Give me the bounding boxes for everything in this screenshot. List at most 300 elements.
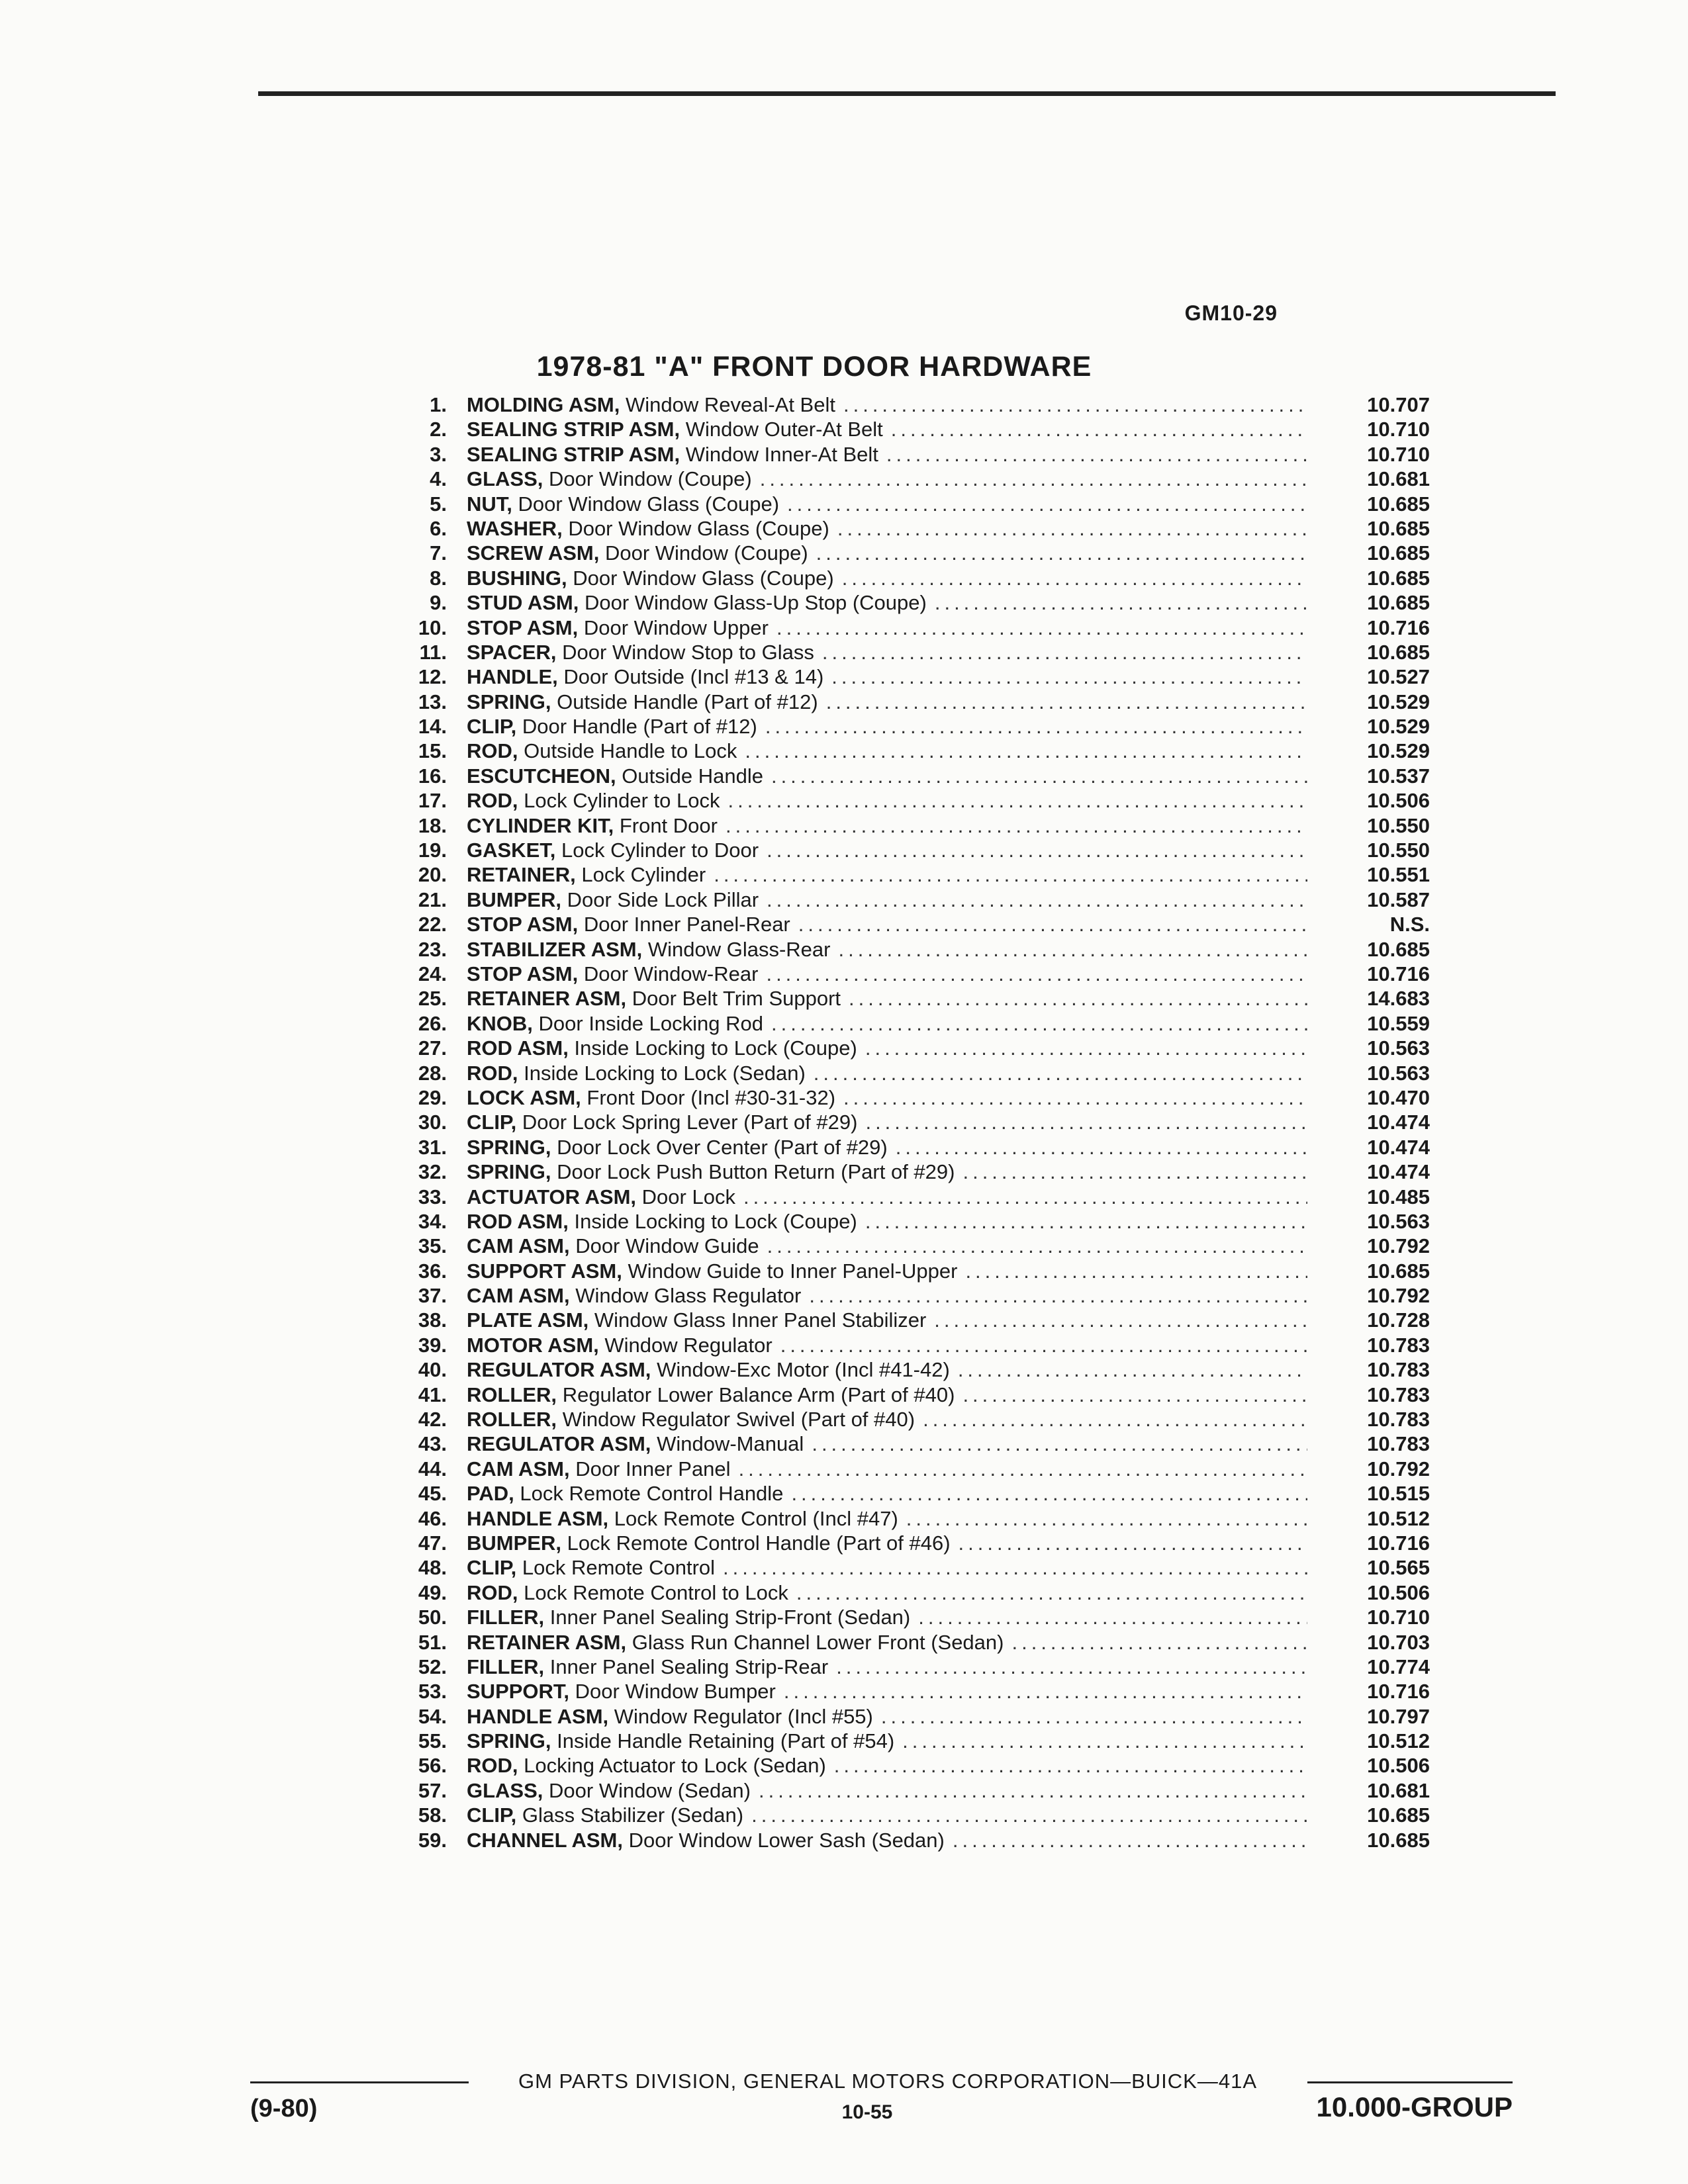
part-detail: Outside Handle	[622, 764, 763, 788]
part-name: BUMPER,	[467, 887, 561, 911]
part-detail: Window Guide to Inner Panel-Upper	[628, 1259, 958, 1283]
part-description	[447, 467, 1307, 491]
part-number: 23.	[418, 937, 447, 961]
part-detail: Door Window Glass (Coupe)	[568, 516, 829, 540]
group-number: 10.529	[1367, 739, 1430, 763]
part-description	[447, 1085, 1307, 1110]
part-number: 29.	[418, 1085, 447, 1109]
leader-dots	[790, 912, 1307, 936]
part-detail: Regulator Lower Balance Arm (Part of #40)	[562, 1383, 955, 1406]
leader-dots	[718, 813, 1307, 838]
part-name: ROD ASM,	[467, 1036, 569, 1060]
leader-dots	[834, 566, 1307, 590]
leader-dots	[763, 764, 1307, 788]
group-number: 10.537	[1367, 764, 1430, 788]
part-row	[397, 1481, 1430, 1506]
part-description	[447, 1457, 1307, 1481]
group-number: 10.716	[1367, 962, 1430, 985]
part-detail: Window Glass-Rear	[647, 937, 831, 961]
leader-dots	[757, 714, 1307, 739]
part-description	[447, 1209, 1307, 1234]
group-number: 10.681	[1367, 1778, 1430, 1802]
part-description	[447, 392, 1307, 417]
leader-dots	[888, 1135, 1307, 1160]
part-row	[397, 1704, 1430, 1729]
part-detail: Inner Panel Sealing Strip-Rear	[549, 1655, 829, 1678]
part-number: 17.	[418, 789, 447, 813]
part-number: 5.	[430, 492, 447, 516]
part-description	[447, 714, 1307, 739]
part-row	[397, 1259, 1430, 1283]
leader-dots	[857, 1209, 1307, 1234]
part-name: STOP ASM,	[467, 913, 579, 936]
part-name: ROLLER,	[467, 1408, 557, 1432]
group-number: 10.681	[1367, 467, 1430, 491]
part-row	[397, 1185, 1430, 1209]
leader-dots	[830, 937, 1307, 962]
part-row	[397, 1605, 1430, 1629]
part-number: 45.	[418, 1482, 447, 1506]
part-name: ROD,	[467, 789, 518, 813]
group-number: 10.527	[1367, 665, 1430, 689]
leader-dots	[841, 986, 1307, 1011]
group-number: 10.703	[1367, 1630, 1430, 1654]
part-name: SPRING,	[467, 1729, 551, 1753]
group-number: 10.550	[1367, 813, 1430, 837]
part-name: CLIP,	[467, 1111, 517, 1134]
part-name: ESCUTCHEON,	[467, 764, 616, 788]
part-name: STABILIZER ASM,	[467, 937, 643, 961]
part-name: CAM ASM,	[467, 1234, 570, 1258]
part-name: SUPPORT,	[467, 1680, 570, 1704]
group-number: 10.559	[1367, 1011, 1430, 1035]
leader-dots	[814, 640, 1307, 664]
leader-dots	[915, 1407, 1307, 1432]
part-name: MOTOR ASM,	[467, 1333, 599, 1357]
part-detail: Door Window Glass (Coupe)	[518, 492, 780, 516]
part-number: 42.	[418, 1408, 447, 1432]
part-number: 41.	[418, 1383, 447, 1406]
leader-dots	[910, 1605, 1307, 1629]
part-description	[447, 516, 1307, 541]
group-number: 14.683	[1367, 987, 1430, 1011]
group-number: 10.710	[1367, 442, 1430, 466]
part-row	[397, 813, 1430, 838]
group-number: 10.512	[1367, 1729, 1430, 1753]
part-detail: Door Window (Coupe)	[604, 541, 808, 565]
group-number: 10.716	[1367, 1680, 1430, 1704]
part-name: NUT,	[467, 492, 512, 516]
part-row	[397, 1778, 1430, 1803]
leader-dots	[706, 862, 1307, 887]
footer-date: (9-80)	[250, 2095, 318, 2122]
part-detail: Door Inner Panel-Rear	[583, 913, 790, 936]
group-number: 10.685	[1367, 516, 1430, 540]
group-number: 10.728	[1367, 1308, 1430, 1332]
part-number: 12.	[418, 665, 447, 689]
part-detail: Door Outside (Incl #13 & 14)	[563, 665, 824, 689]
part-name: SUPPORT ASM,	[467, 1259, 622, 1283]
part-number: 8.	[430, 566, 447, 590]
part-detail: Window-Exc Motor (Incl #41-42)	[657, 1358, 950, 1382]
part-description	[447, 962, 1307, 986]
leader-dots	[829, 516, 1307, 541]
part-number: 6.	[430, 516, 447, 540]
part-number: 56.	[418, 1754, 447, 1778]
part-row	[397, 1036, 1430, 1060]
leader-dots	[951, 1531, 1307, 1555]
part-number: 38.	[418, 1308, 447, 1332]
part-number: 22.	[418, 913, 447, 936]
part-name: GASKET,	[467, 839, 556, 862]
part-name: FILLER,	[467, 1655, 545, 1678]
part-name: ROD ASM,	[467, 1209, 569, 1233]
part-description	[447, 615, 1307, 640]
part-detail: Door Lock Spring Lever (Part of #29)	[522, 1111, 858, 1134]
part-description	[447, 1778, 1307, 1803]
part-number: 31.	[418, 1135, 447, 1159]
part-name: BUMPER,	[467, 1531, 561, 1555]
part-name: CLIP,	[467, 715, 517, 739]
leader-dots	[957, 1259, 1307, 1283]
part-description	[447, 1333, 1307, 1357]
group-number: 10.565	[1367, 1556, 1430, 1580]
part-number: 46.	[418, 1506, 447, 1530]
group-number: 10.710	[1367, 1606, 1430, 1629]
part-name: REGULATOR ASM,	[467, 1358, 651, 1382]
part-row	[397, 1803, 1430, 1827]
part-detail: Door Lock	[641, 1185, 735, 1208]
part-row	[397, 516, 1430, 541]
leader-dots	[763, 1011, 1307, 1036]
group-number: 10.792	[1367, 1284, 1430, 1308]
leader-dots	[801, 1283, 1307, 1308]
group-number: 10.685	[1367, 541, 1430, 565]
leader-dots	[878, 442, 1307, 467]
part-number: 37.	[418, 1284, 447, 1308]
part-number: 7.	[430, 541, 447, 565]
part-detail: Window Regulator	[604, 1333, 773, 1357]
part-number: 34.	[418, 1209, 447, 1233]
part-name: CHANNEL ASM,	[467, 1828, 623, 1852]
part-name: SPACER,	[467, 640, 557, 664]
part-detail: Window Outer-At Belt	[685, 418, 883, 441]
part-row	[397, 1729, 1430, 1753]
part-detail: Lock Remote Control to Lock	[524, 1580, 788, 1604]
leader-dots	[927, 590, 1307, 615]
part-name: LOCK ASM,	[467, 1085, 581, 1109]
leader-dots	[898, 1506, 1307, 1531]
group-number: 10.474	[1367, 1111, 1430, 1134]
part-description	[447, 1407, 1307, 1432]
group-number: 10.563	[1367, 1061, 1430, 1085]
leader-dots	[731, 1457, 1307, 1481]
group-number: N.S.	[1389, 913, 1430, 936]
part-row	[397, 912, 1430, 936]
part-number: 53.	[418, 1680, 447, 1704]
part-name: SCREW ASM,	[467, 541, 600, 565]
part-row	[397, 1630, 1430, 1655]
leader-dots	[776, 1679, 1307, 1704]
part-detail: Door Inner Panel	[575, 1457, 731, 1480]
part-number: 10.	[418, 615, 447, 639]
part-name: STOP ASM,	[467, 615, 579, 639]
top-rule	[258, 91, 1556, 96]
part-number: 39.	[418, 1333, 447, 1357]
leader-dots	[737, 739, 1307, 763]
part-name: CAM ASM,	[467, 1284, 570, 1308]
part-number: 11.	[419, 640, 447, 664]
leader-dots	[955, 1383, 1307, 1407]
part-number: 2.	[430, 418, 447, 441]
part-name: KNOB,	[467, 1011, 533, 1035]
part-description	[447, 1753, 1307, 1778]
leader-dots	[857, 1036, 1307, 1060]
leader-dots	[818, 690, 1307, 714]
part-row	[397, 1011, 1430, 1036]
part-row	[397, 1234, 1430, 1258]
part-description	[447, 1259, 1307, 1283]
part-name: STOP ASM,	[467, 962, 579, 985]
part-row	[397, 467, 1430, 491]
part-name: HANDLE,	[467, 665, 558, 689]
part-row	[397, 714, 1430, 739]
part-detail: Door Window Bumper	[575, 1680, 776, 1704]
part-detail: Glass Run Channel Lower Front (Sedan)	[632, 1630, 1004, 1654]
part-row	[397, 1135, 1430, 1160]
part-row	[397, 862, 1430, 887]
group-number: 10.563	[1367, 1209, 1430, 1233]
footer-page-number: 10-55	[841, 2101, 893, 2123]
part-detail: Lock Cylinder to Lock	[524, 789, 720, 813]
part-detail: Window Reveal-At Belt	[625, 393, 835, 416]
group-number: 10.783	[1367, 1358, 1430, 1382]
part-number: 4.	[430, 467, 447, 491]
leader-dots	[735, 1185, 1307, 1209]
part-description	[447, 1506, 1307, 1531]
group-number: 10.529	[1367, 690, 1430, 713]
part-name: ROD,	[467, 1754, 518, 1778]
part-description	[447, 1555, 1307, 1580]
part-detail: Door Window Lower Sash (Sedan)	[628, 1828, 945, 1852]
group-number: 10.783	[1367, 1383, 1430, 1406]
group-number: 10.529	[1367, 715, 1430, 739]
group-number: 10.792	[1367, 1457, 1430, 1480]
part-name: CAM ASM,	[467, 1457, 570, 1480]
part-name: ROD,	[467, 1061, 518, 1085]
part-name: FILLER,	[467, 1606, 545, 1629]
part-description	[447, 1580, 1307, 1605]
part-description	[447, 764, 1307, 788]
part-row	[397, 690, 1430, 714]
part-name: STUD ASM,	[467, 591, 579, 615]
part-row	[397, 1308, 1430, 1332]
leader-dots	[806, 1061, 1307, 1085]
part-detail: Door Window (Sedan)	[549, 1778, 751, 1802]
part-description	[447, 1531, 1307, 1555]
part-number: 32.	[418, 1160, 447, 1184]
part-row	[397, 1209, 1430, 1234]
footer-rule-left	[250, 2081, 469, 2083]
part-row	[397, 1531, 1430, 1555]
leader-dots	[743, 1803, 1307, 1827]
leader-dots	[826, 1753, 1307, 1778]
part-row	[397, 417, 1430, 441]
part-name: CLIP,	[467, 1556, 517, 1580]
group-number: 10.587	[1367, 887, 1430, 911]
group-number: 10.685	[1367, 1828, 1430, 1852]
part-row	[397, 1580, 1430, 1605]
part-number: 18.	[418, 813, 447, 837]
part-detail: Lock Remote Control (Incl #47)	[614, 1506, 898, 1530]
leader-dots	[720, 788, 1308, 813]
part-description	[447, 492, 1307, 516]
leader-dots	[955, 1160, 1307, 1184]
leader-dots	[773, 1333, 1307, 1357]
part-description	[447, 838, 1307, 862]
part-description	[447, 1185, 1307, 1209]
part-description	[447, 912, 1307, 936]
part-number: 35.	[418, 1234, 447, 1258]
part-number: 13.	[418, 690, 447, 713]
part-row	[397, 986, 1430, 1011]
part-detail: Window Glass Regulator	[575, 1284, 802, 1308]
group-number: 10.685	[1367, 566, 1430, 590]
part-row	[397, 1110, 1430, 1134]
part-name: RETAINER,	[467, 863, 576, 887]
group-number: 10.474	[1367, 1160, 1430, 1184]
part-description	[447, 1704, 1307, 1729]
part-row	[397, 1457, 1430, 1481]
part-number: 24.	[418, 962, 447, 985]
group-number: 10.551	[1367, 863, 1430, 887]
part-description	[447, 1655, 1307, 1679]
page-code: GM10-29	[1184, 301, 1278, 325]
part-number: 36.	[418, 1259, 447, 1283]
part-row	[397, 962, 1430, 986]
part-detail: Door Belt Trim Support	[632, 987, 841, 1011]
part-number: 51.	[418, 1630, 447, 1654]
part-row	[397, 1655, 1430, 1679]
leader-dots	[926, 1308, 1307, 1332]
part-number: 30.	[418, 1111, 447, 1134]
part-number: 1.	[430, 393, 447, 416]
part-number: 33.	[418, 1185, 447, 1208]
leader-dots	[788, 1580, 1307, 1605]
leader-dots	[759, 887, 1307, 912]
part-description	[447, 417, 1307, 441]
part-description	[447, 862, 1307, 887]
part-number: 27.	[418, 1036, 447, 1060]
part-description	[447, 1110, 1307, 1134]
part-description	[447, 1383, 1307, 1407]
part-name: SPRING,	[467, 1160, 551, 1184]
part-number: 15.	[418, 739, 447, 763]
part-description	[447, 1630, 1307, 1655]
part-row	[397, 1828, 1430, 1852]
part-row	[397, 1555, 1430, 1580]
part-name: HANDLE ASM,	[467, 1506, 609, 1530]
leader-dots	[715, 1555, 1307, 1580]
part-number: 55.	[418, 1729, 447, 1753]
part-number: 57.	[418, 1778, 447, 1802]
part-row	[397, 590, 1430, 615]
leader-dots	[808, 541, 1307, 565]
part-name: RETAINER ASM,	[467, 987, 627, 1011]
part-row	[397, 1506, 1430, 1531]
group-number: 10.716	[1367, 615, 1430, 639]
part-description	[447, 1803, 1307, 1827]
part-number: 43.	[418, 1432, 447, 1456]
part-detail: Front Door	[619, 813, 718, 837]
group-number: 10.774	[1367, 1655, 1430, 1678]
part-detail: Lock Remote Control	[522, 1556, 716, 1580]
parts-list	[397, 392, 1430, 1852]
leader-dots	[759, 838, 1307, 862]
group-number: 10.685	[1367, 1259, 1430, 1283]
leader-dots	[835, 392, 1307, 417]
part-number: 14.	[418, 715, 447, 739]
group-number: 10.485	[1367, 1185, 1430, 1208]
part-name: GLASS,	[467, 467, 543, 491]
leader-dots	[1004, 1630, 1307, 1655]
part-description	[447, 1729, 1307, 1753]
part-name: ROD,	[467, 1580, 518, 1604]
part-detail: Door Window-Rear	[583, 962, 759, 985]
part-description	[447, 664, 1307, 689]
part-detail: Door Lock Push Button Return (Part of #29)	[557, 1160, 955, 1184]
leader-dots	[751, 1778, 1307, 1803]
part-detail: Lock Remote Control Handle	[520, 1482, 784, 1506]
part-row	[397, 566, 1430, 590]
part-description	[447, 566, 1307, 590]
footer-rule-right	[1307, 2081, 1513, 2083]
group-number: 10.474	[1367, 1135, 1430, 1159]
part-name: PAD,	[467, 1482, 514, 1506]
part-detail: Inside Locking to Lock (Sedan)	[524, 1061, 806, 1085]
group-number: 10.685	[1367, 591, 1430, 615]
part-row	[397, 1085, 1430, 1110]
group-number: 10.783	[1367, 1408, 1430, 1432]
part-row	[397, 1061, 1430, 1085]
part-detail: Door Window (Coupe)	[549, 467, 752, 491]
part-number: 54.	[418, 1704, 447, 1728]
part-description	[447, 1828, 1307, 1852]
part-number: 3.	[430, 442, 447, 466]
part-detail: Inside Handle Retaining (Part of #54)	[557, 1729, 895, 1753]
part-detail: Outside Handle (Part of #12)	[557, 690, 818, 713]
part-name: SPRING,	[467, 690, 551, 713]
part-detail: Lock Cylinder	[581, 863, 706, 887]
part-detail: Door Window Upper	[583, 615, 769, 639]
part-detail: Window Glass Inner Panel Stabilizer	[594, 1308, 927, 1332]
group-number: 10.783	[1367, 1432, 1430, 1456]
part-detail: Window Regulator Swivel (Part of #40)	[562, 1408, 915, 1432]
part-number: 16.	[418, 764, 447, 788]
part-name: PLATE ASM,	[467, 1308, 589, 1332]
part-name: SEALING STRIP ASM,	[467, 442, 680, 466]
part-detail: Lock Remote Control Handle (Part of #46)	[567, 1531, 951, 1555]
group-number: 10.512	[1367, 1506, 1430, 1530]
part-detail: Inner Panel Sealing Strip-Front (Sedan)	[549, 1606, 911, 1629]
part-description	[447, 442, 1307, 467]
part-name: CYLINDER KIT,	[467, 813, 614, 837]
part-number: 47.	[418, 1531, 447, 1555]
part-row	[397, 1357, 1430, 1382]
part-description	[447, 1135, 1307, 1160]
part-name: REGULATOR ASM,	[467, 1432, 651, 1456]
group-number: 10.710	[1367, 418, 1430, 441]
